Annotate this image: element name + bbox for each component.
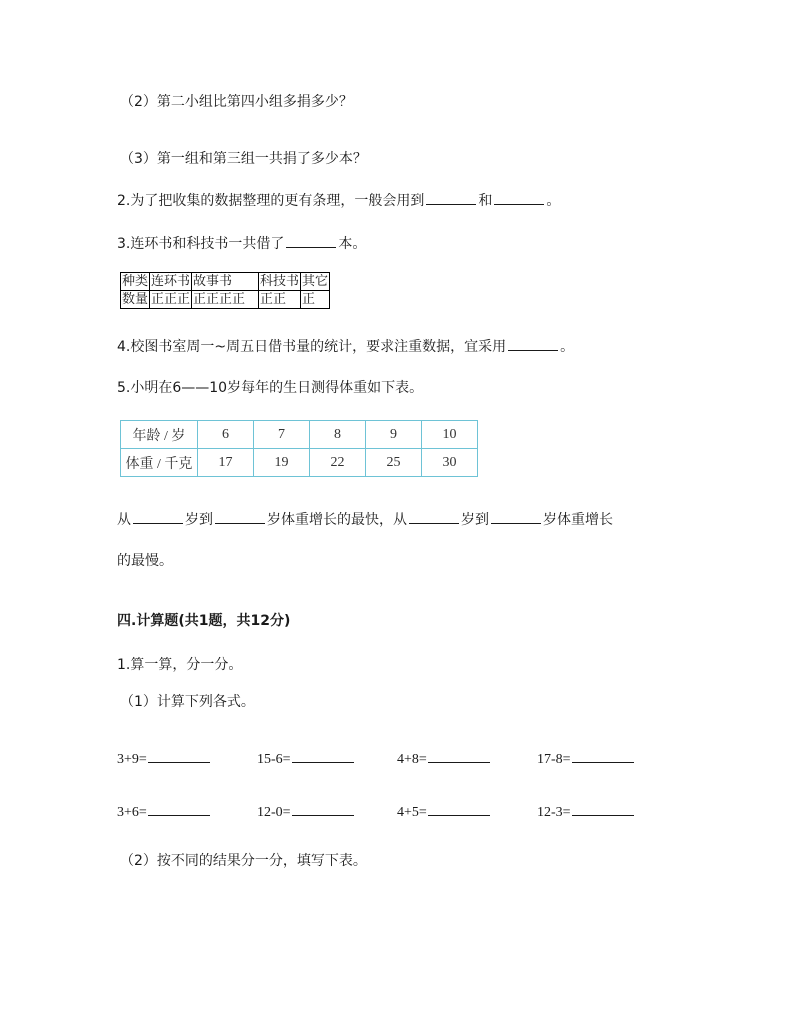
expression: 15-6= [257,748,354,770]
expression: 17-8= [537,748,634,770]
answer-blank[interactable] [494,190,544,205]
table-row: 体重 / 千克 17 19 22 25 30 [121,449,478,477]
expression: 4+8= [397,748,490,770]
answer-blank[interactable] [215,509,265,524]
expression: 12-0= [257,801,354,823]
answer-blank[interactable] [292,748,354,763]
growth-question-line2: 的最慢。 [117,553,173,569]
answer-blank[interactable] [491,509,541,524]
answer-blank[interactable] [572,801,634,816]
weight-table [120,420,478,477]
calc-intro: 1.算一算，分一分。 [117,657,243,673]
answer-blank[interactable] [148,801,210,816]
answer-blank[interactable] [148,748,210,763]
expression: 3+6= [117,801,210,823]
table-row: 种类 连环书 故事书 科技书 其它 [122,274,329,289]
answer-blank[interactable] [428,801,490,816]
answer-blank[interactable] [572,748,634,763]
growth-question: 从 岁到 岁体重增长的最快，从 岁到 岁体重增长 [117,509,613,530]
answer-blank[interactable] [286,233,336,248]
item-3: 3.连环书和科技书一共借了 本。 [117,233,366,254]
answer-blank[interactable] [428,748,490,763]
table-row: 数量 正正正 正正正正 正正 正 [121,291,330,309]
calc-sub1: （1）计算下列各式。 [120,694,255,710]
answer-blank[interactable] [292,801,354,816]
item-4: 4.校图书室周一~周五日借书量的统计，要求注重数据，宜采用 。 [117,336,574,357]
book-tally-table [120,272,330,309]
question-2: （2）第二小组比第四小组多捐多少？ [120,94,353,110]
expression: 4+5= [397,801,490,823]
answer-blank[interactable] [409,509,459,524]
answer-blank[interactable] [133,509,183,524]
section-heading: 四.计算题(共1题，共12分) [117,613,291,629]
calc-sub2: （2）按不同的结果分一分，填写下表。 [120,853,367,869]
expression: 12-3= [537,801,634,823]
answer-blank[interactable] [508,336,558,351]
expression: 3+9= [117,748,210,770]
answer-blank[interactable] [426,190,476,205]
item-2: 2.为了把收集的数据整理的更有条理，一般会用到 和 。 [117,190,560,211]
table-row: 年龄 / 岁 6 7 8 9 10 [121,421,478,449]
question-3: （3）第一组和第三组一共捐了多少本？ [120,151,367,167]
item-5: 5.小明在6——10岁每年的生日测得体重如下表。 [117,380,424,396]
